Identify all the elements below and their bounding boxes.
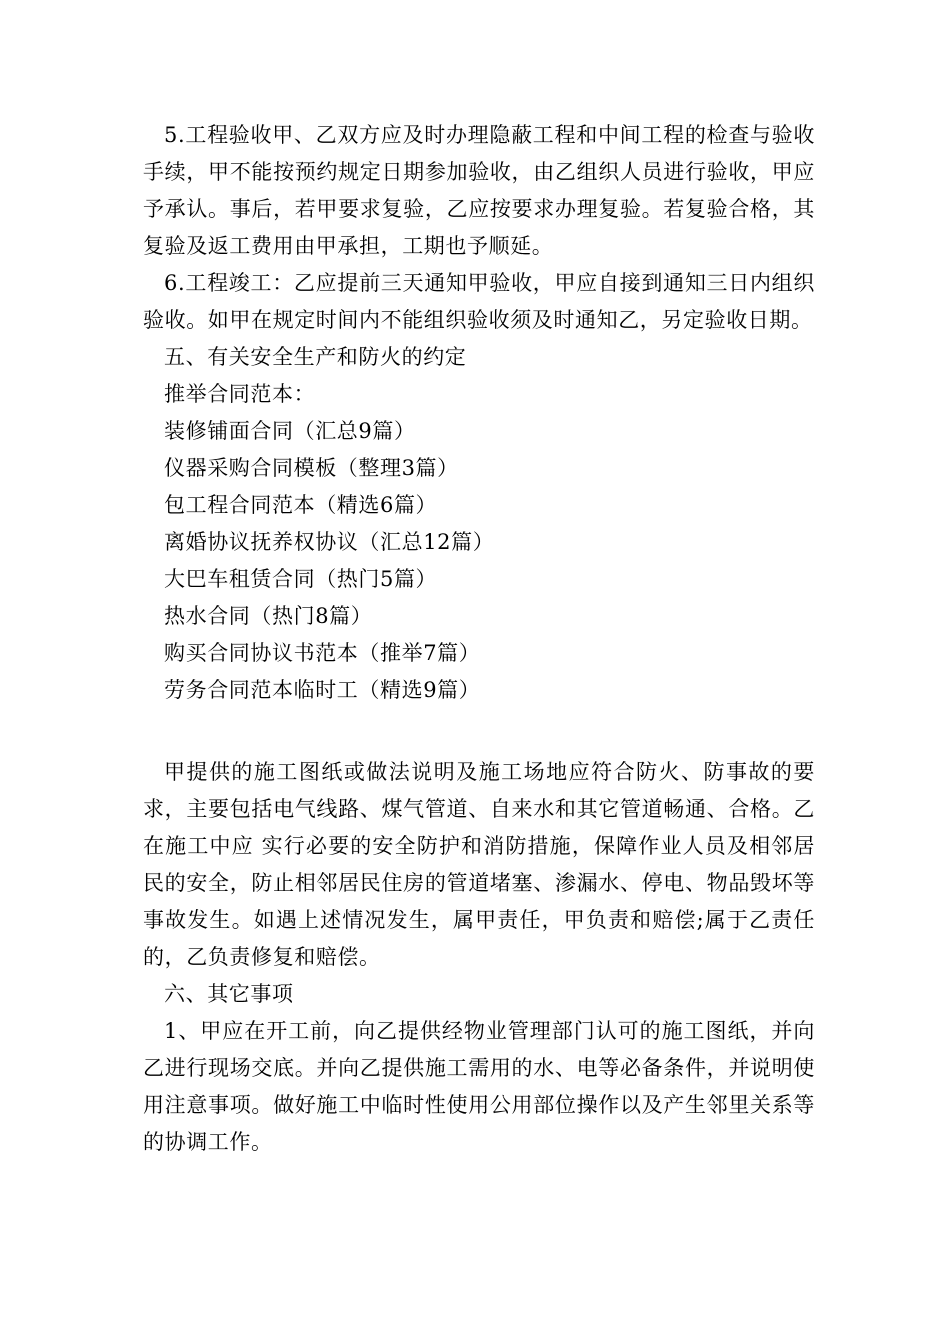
recommend-item[interactable]: 仪器采购合同模板（整理3篇） [164, 456, 459, 480]
section-heading-6: 六、其它事项 [164, 982, 294, 1006]
clause-6-completion: 6.工程竣工：乙应提前三天通知甲验收，甲应自接到通知三日内组织验收。如甲在规定时间内不能组织验收须及时通知乙，另定验收日期。 [143, 271, 815, 332]
recommend-item[interactable]: 装修铺面合同（汇总9篇） [164, 419, 416, 443]
safety-paragraph: 甲提供的施工图纸或做法说明及施工场地应符合防火、防事故的要求，主要包括电气线路、煤气管道、自来水和其它管道畅通、合格。乙在施工中应 实行必要的安全防护和消防措施，保障作业人员及相邻居民的安全，防止相邻居民住房的管道堵塞、渗漏水、停电、物品毁坏等事故发生。如遇上述情况发生，属甲责任，甲负责和赔偿;属于乙责任的，乙负责修复和赔偿。 [143, 760, 815, 969]
recommend-item[interactable]: 劳务合同范本临时工（精选9篇） [164, 678, 481, 702]
recommend-label: 推举合同范本： [164, 382, 316, 406]
other-clause-1: 1、甲应在开工前，向乙提供经物业管理部门认可的施工图纸，并向乙进行现场交底。并向乙提供施工需用的水、电等必备条件，并说明使用注意事项。做好施工中临时性使用公用部位操作以及产生邻里关系等的协调工作。 [143, 1019, 815, 1154]
recommend-list [143, 376, 815, 709]
recommend-item[interactable]: 大巴车租赁合同（热门5篇） [164, 567, 438, 591]
recommend-item[interactable]: 购买合同协议书范本（推举7篇） [164, 641, 481, 665]
clause-5-inspection: 5.工程验收甲、乙双方应及时办理隐蔽工程和中间工程的检查与验收手续，甲不能按预约规定日期参加验收，由乙组织人员进行验收，甲应予承认。事后，若甲要求复验，乙应按要求办理复验。若复验合格，其复验及返工费用由甲承担，工期也予顺延。 [143, 123, 815, 258]
blank-gap [143, 709, 815, 754]
section-heading-5: 五、有关安全生产和防火的约定 [164, 345, 467, 369]
document-body [143, 117, 815, 1161]
recommend-item[interactable]: 包工程合同范本（精选6篇） [164, 493, 438, 517]
recommend-item[interactable]: 离婚协议抚养权协议（汇总12篇） [164, 530, 495, 554]
recommend-item[interactable]: 热水合同（热门8篇） [164, 604, 373, 628]
